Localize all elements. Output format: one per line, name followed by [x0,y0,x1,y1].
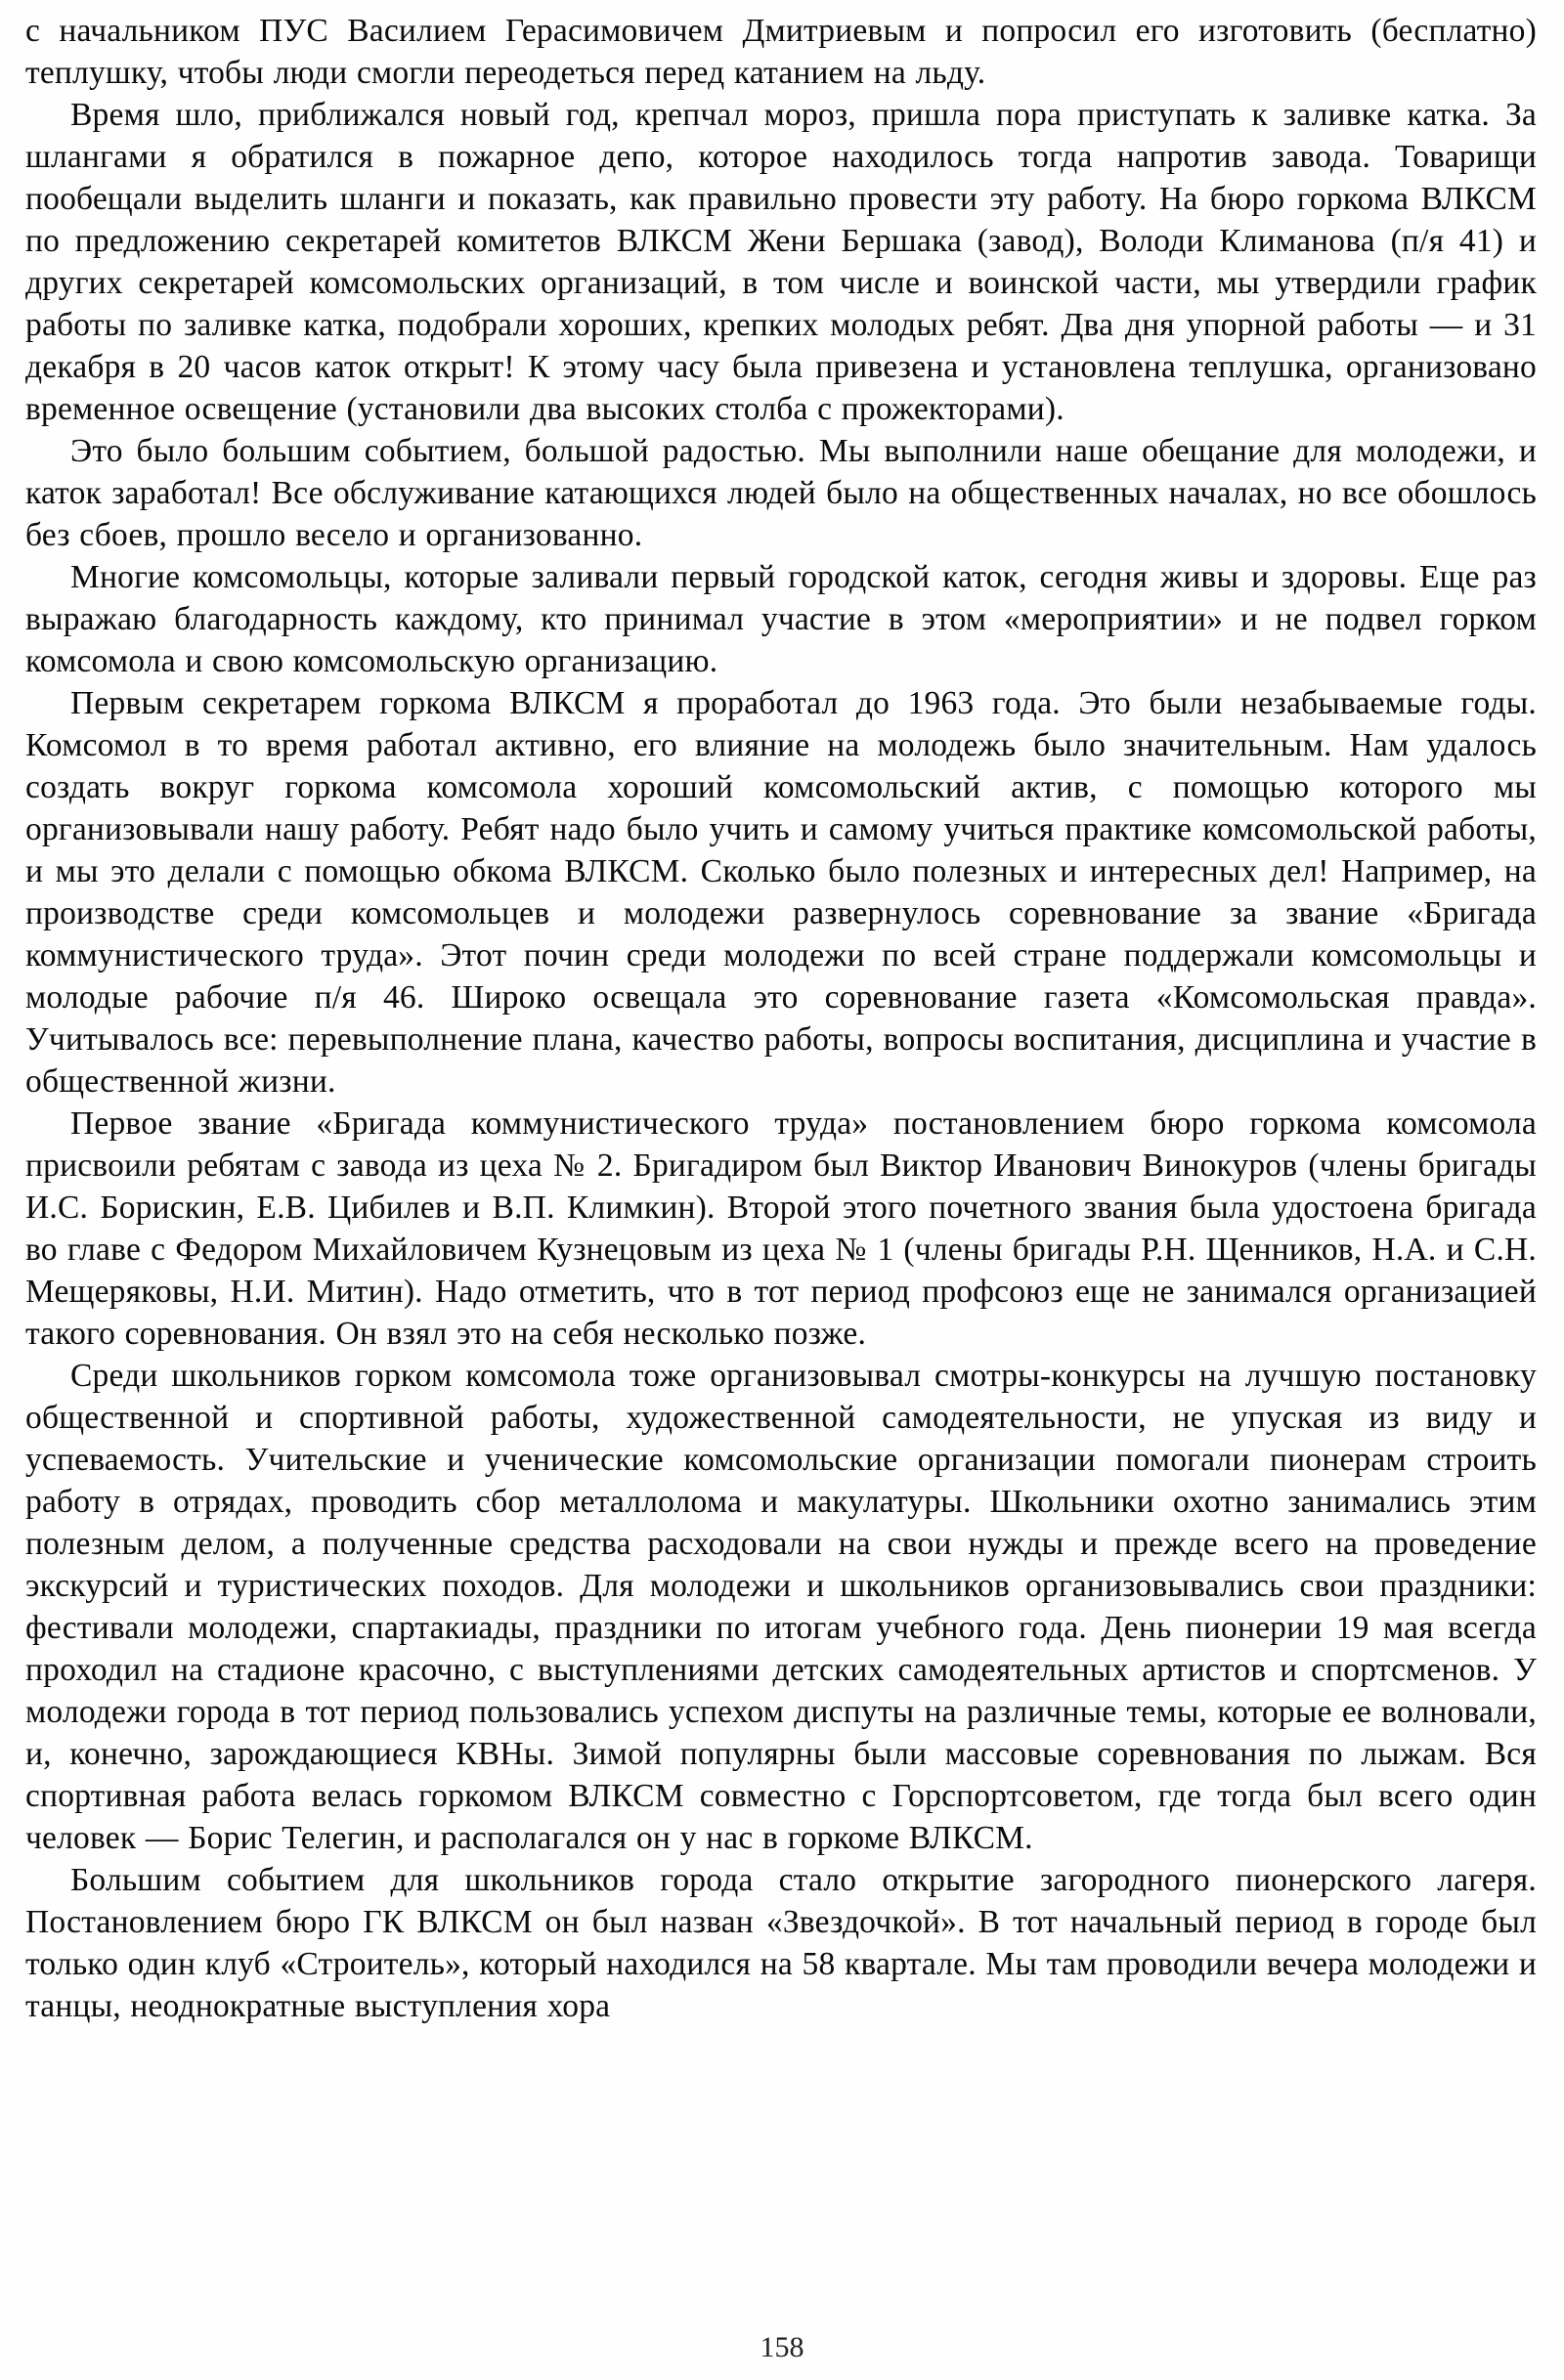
paragraph: Первым секретарем горкома ВЛКСМ я проработал до 1963 года. Это были незабываемые годы. Комсомол в то время работал активно, его влияние на молодежь было значительным. Нам удалось создать вокруг горкома комсомола хороший комсомольский актив, с помощью которого мы организовывали нашу работу. Ребят надо было учить и самому учиться практике комсомольской работы, и мы это делали с помощью обкома ВЛКСМ. Сколько было полезных и интересных дел! Например, на производстве среди комсомольцев и молодежи развернулось соревнование за звание «Бригада коммунистического труда». Этот почин среди молодежи по всей стране поддержали комсомольцы и молодые рабочие п/я 46. Широко освещала это соревнование газета «Комсомольская правда». Учитывалось все: перевыполнение плана, качество работы, вопросы воспитания, дисциплина и участие в общественной жизни. [25,685,1537,1100]
page-text-block [25,10,1537,2027]
paragraph: Это было большим событием, большой радостью. Мы выполнили наше обещание для молодежи, и каток заработал! Все обслуживание катающихся людей было на общественных началах, но все обошлось без сбоев, прошло весело и организованно. [25,433,1537,553]
paragraph: Первое звание «Бригада коммунистического труда» постановлением бюро горкома комсомола присвоили ребятам с завода из цеха № 2. Бригадиром был Виктор Иванович Винокуров (члены бригады И.С. Борискин, Е.В. Цибилев и В.П. Климкин). Второй этого почетного звания была удостоена бригада во главе с Федором Михайловичем Кузнецовым из цеха № 1 (члены бригады Р.Н. Щенников, Н.А. и С.Н. Мещеряковы, Н.И. Митин). Надо отметить, что в тот период профсоюз еще не занимался организацией такого соревнования. Он взял это на себя несколько позже. [25,1105,1537,1352]
paragraph: Время шло, приближался новый год, крепчал мороз, пришла пора приступать к заливке катка. За шлангами я обратился в пожарное депо, которое находилось тогда напротив завода. Товарищи пообещали выделить шланги и показать, как правильно провести эту работу. На бюро горкома ВЛКСМ по предложению секретарей комитетов ВЛКСМ Жени Бершака (завод), Володи Климанова (п/я 41) и других секретарей комсомольских организаций, в том числе и воинской части, мы утвердили график работы по заливке катка, подобрали хороших, крепких молодых ребят. Два дня упорной работы — и 31 декабря в 20 часов каток открыт! К этому часу была привезена и установлена теплушка, организовано временное освещение (установили два высоких столба с прожекторами). [25,97,1537,427]
paragraph: Большим событием для школьников города стало открытие загородного пионерского лагеря. Постановлением бюро ГК ВЛКСМ он был назван «Звездочкой». В тот начальный период в городе был только один клуб «Строитель», который находился на 58 квартале. Мы там проводили вечера молодежи и танцы, неоднократные выступления хора [25,1862,1537,2024]
paragraph: Среди школьников горком комсомола тоже организовывал смотры-конкурсы на лучшую постановку общественной и спортивной работы, художественной самодеятельности, не упуская из виду и успеваемость. Учительские и ученические комсомольские организации помогали пионерам строить работу в отрядах, проводить сбор металлолома и макулатуры. Школьники охотно занимались этим полезным делом, а полученные средства расходовали на свои нужды и прежде всего на проведение экскурсий и туристических походов. Для молодежи и школьников организовывались свои праздники: фестивали молодежи, спартакиады, праздники по итогам учебного года. День пионерии 19 мая всегда проходил на стадионе красочно, с выступлениями детских самодеятельных артистов и спортсменов. У молодежи города в тот период пользовались успехом диспуты на различные темы, которые ее волновали, и, конечно, зарождающиеся КВНы. Зимой популярны были массовые соревнования по лыжам. Вся спортивная работа велась горкомом ВЛКСМ совместно с Горспортсоветом, где тогда был всего один человек — Борис Телегин, и располагался он у нас в горкоме ВЛКСМ. [25,1358,1537,1856]
paragraph: с начальником ПУС Василием Герасимовичем Дмитриевым и попросил его изготовить (бесплатно) теплушку, чтобы люди смогли переодеться перед катанием на льду. [25,13,1537,91]
paragraph: Многие комсомольцы, которые заливали первый городской каток, сегодня живы и здоровы. Еще раз выражаю благодарность каждому, кто принимал участие в этом «мероприятии» и не подвел горком комсомола и свою комсомольскую организацию. [25,559,1537,679]
page-number: 158 [760,2331,804,2363]
